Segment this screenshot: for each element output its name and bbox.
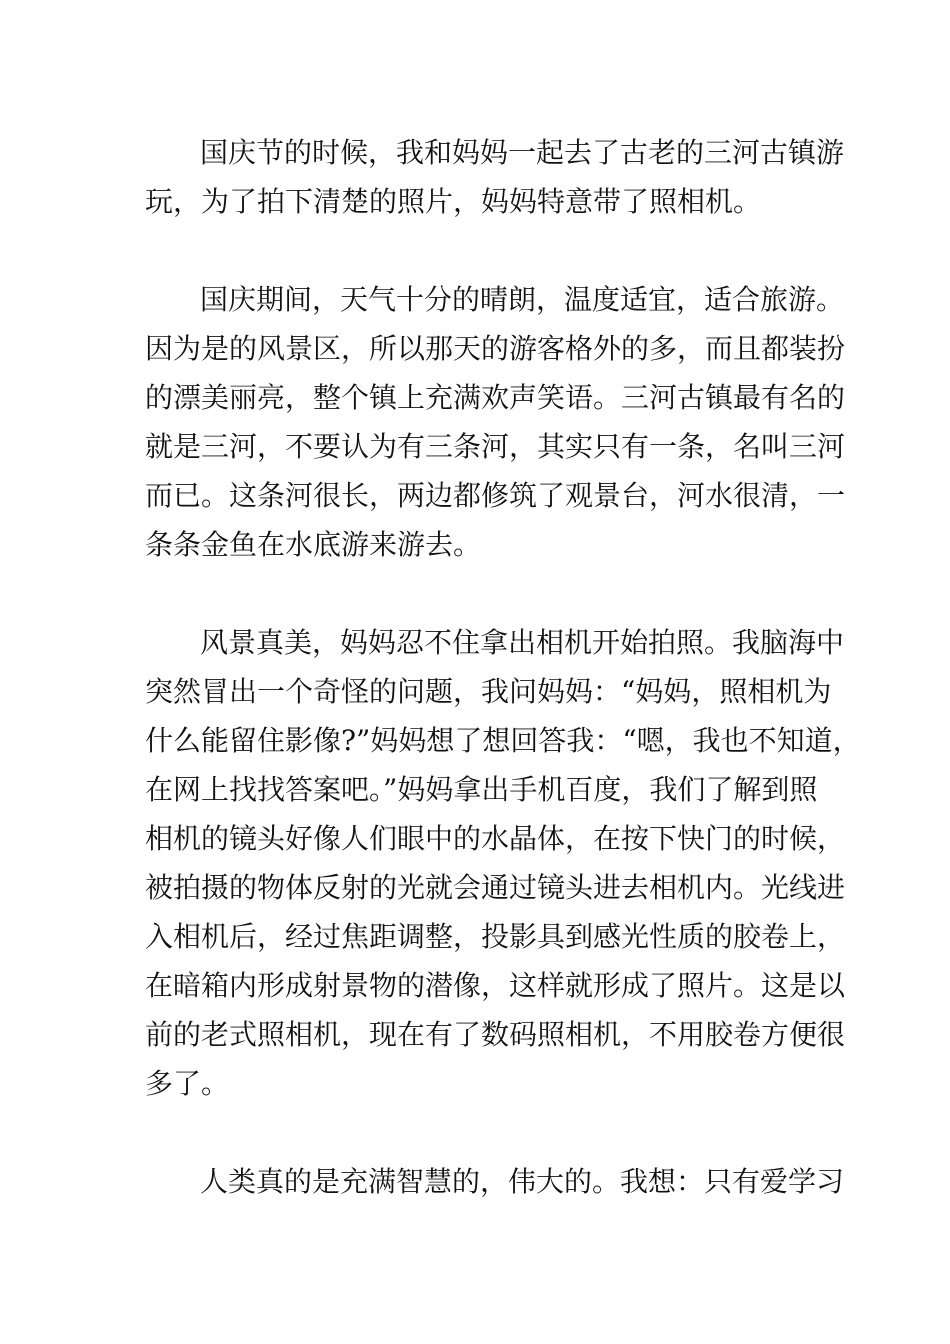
paragraph-line: 就是三河，不要认为有三条河，其实只有一条，名叫三河 — [145, 430, 846, 463]
paragraph-line: 前的老式照相机，现在有了数码照相机，不用胶卷方便很 — [145, 1018, 846, 1051]
paragraph-line: 被拍摄的物体反射的光就会通过镜头进去相机内。光线进 — [145, 871, 846, 904]
paragraph-1 — [145, 128, 845, 226]
paragraph-line: 条条金鱼在水底游来游去。 — [145, 528, 482, 561]
paragraph-line: 而已。这条河很长，两边都修筑了观景台，河水很清，一 — [145, 479, 846, 512]
paragraph-3 — [145, 618, 861, 1108]
paragraph-line: 风景真美，妈妈忍不住拿出相机开始拍照。我脑海中 — [200, 626, 845, 659]
paragraph-gap — [145, 1108, 815, 1157]
paragraph-line: 多了。 — [145, 1067, 230, 1100]
paragraph-line: 国庆期间，天气十分的晴朗，温度适宜，适合旅游。 — [200, 283, 845, 316]
paragraph-line: 的漂美丽亮，整个镇上充满欢声笑语。三河古镇最有名的 — [145, 381, 846, 414]
paragraph-line: 在暗箱内形成射景物的潜像，这样就形成了照片。这是以 — [145, 969, 846, 1002]
paragraph-line: 因为是的风景区，所以那天的游客格外的多，而且都装扮 — [145, 332, 846, 365]
paragraph-line: 什么能留住影像?”妈妈想了想回答我：“嗯，我也不知道， — [145, 724, 861, 757]
paragraph-2 — [145, 275, 846, 569]
paragraph-gap — [145, 226, 815, 275]
paragraph-line: 入相机后，经过焦距调整，投影具到感光性质的胶卷上， — [145, 920, 846, 953]
paragraph-gap — [145, 569, 815, 618]
paragraph-line: 突然冒出一个奇怪的问题，我问妈妈：“妈妈，照相机为 — [145, 675, 832, 708]
paragraph-line: 人类真的是充满智慧的，伟大的。我想：只有爱学习 — [200, 1165, 845, 1198]
paragraph-line: 玩，为了拍下清楚的照片，妈妈特意带了照相机。 — [145, 185, 762, 218]
paragraph-line: 相机的镜头好像人们眼中的水晶体，在按下快门的时候， — [145, 822, 846, 855]
document-body — [145, 128, 861, 1206]
paragraph-4 — [145, 1157, 845, 1206]
paragraph-line: 在网上找找答案吧。”妈妈拿出手机百度，我们了解到照 — [145, 773, 818, 806]
paragraph-line: 国庆节的时候，我和妈妈一起去了古老的三河古镇游 — [200, 136, 845, 169]
